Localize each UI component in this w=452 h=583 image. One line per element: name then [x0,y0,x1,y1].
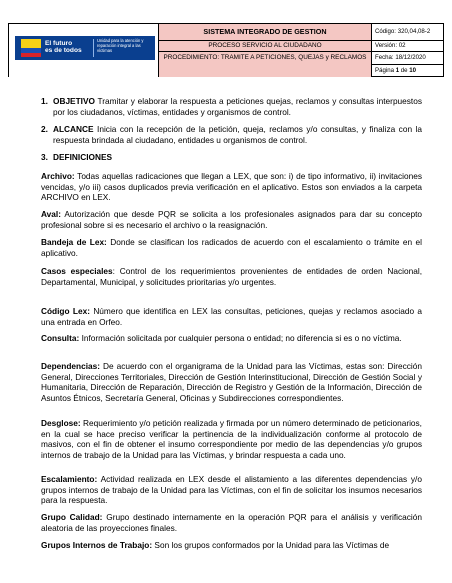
document-code: Código: 320,04,08-2 [372,24,444,41]
definition-dependencias: Dependencias: De acuerdo con el organigrama de la Unidad para las Víctimas, estas son: Dirección General, Direcciones Territoriales, Dirección de Gestión Interinstitucional, Dirección de Gestión Social y Humanitaria, Dirección de Reparación, Dirección de Registro y Gestión de la Información, Dirección de Asuntos Étnicos, Secretaría General, Oficinas y Subdirecciones correspondientes. [41,361,422,403]
document-version: Versión: 02 [372,41,444,52]
definition-bandeja-de-lex: Bandeja de Lex: Donde se clasifican los radicados de acuerdo con el escalamiento o trámite en el aplicativo. [41,237,422,258]
page-number: Página 1 de 10 [375,67,417,74]
section-title-definiciones: DEFINICIONES [53,152,113,162]
section-definiciones [53,152,422,163]
definition-casos-especiales: Casos especiales: Control de los requerimientos provenientes de entidades de orden Nacional, Departamental, Municipal, y solicitudes prioritarias y/o urgentes. [41,266,423,287]
section-title-objetivo: OBJETIVO [53,96,95,106]
process-name: PROCESO SERVICIO AL CIUDADANO [159,41,372,52]
definition-grupos-internos: Grupos Internos de Trabajo: Son los grupos conformados por la Unidad para las Víctimas de [41,540,390,550]
definition-consulta: Consulta: Información solicitada por cualquier persona o entidad; no diferencia si es o no víctima. [41,333,402,343]
section-number-1: 1. [41,96,48,106]
colombia-flag-icon [21,39,41,57]
definition-aval: Aval: Autorización que desde PQR se solicita a los profesionales asignados para dar su concepto profesional sobre si es necesario el archivo o la reasignación. [41,209,422,230]
institution-logo [15,36,155,60]
definition-grupo-calidad: Grupo Calidad: Grupo destinado internamente en la operación PQR para el análisis y verificación aleatoria de las proyecciones finales. [41,512,422,533]
document-header-table [8,23,444,77]
logo-brand-text: El futuro es de todos [45,40,82,54]
definition-archivo: Archivo: Todas aquellas radicaciones que llegan a LEX, que son: i) de tipo informativo, ii) invitaciones vencidas, y/o iii) casos duplicados previa verificación en el aplicativo. Estos son enviados a la carpeta ARCHIVO en LEX. [41,171,422,203]
system-title: SISTEMA INTEGRADO DE GESTION [159,24,372,41]
section-title-alcance: ALCANCE [53,124,94,134]
section-number-2: 2. [41,124,48,134]
logo-tagline: Unidad para la atención y reparación integral a las víctimas [97,38,144,53]
definition-codigo-lex: Código Lex: Número que identifica en LEX las consultas, peticiones, quejas y reclamos asociado a una entrada en Orfeo. [41,306,423,327]
logo-cell [9,24,159,77]
procedure-name: PROCEDIMIENTO: TRAMITE A PETICIONES, QUEJAS y RECLAMOS [159,52,372,77]
document-date: Fecha: 18/12/2020 [372,52,444,65]
section-objetivo: OBJETIVO Tramitar y elaborar la respuesta a peticiones quejas, reclamos y consultas interpuestos por los ciudadanos, víctimas, entidades y organismos de control. [53,96,422,117]
section-number-3: 3. [41,152,48,162]
definition-escalamiento: Escalamiento: Actividad realizada en LEX desde el alistamiento a las diferentes dependencias y/o grupos internos de trabajo de la Unidad para las Víctimas, con el fin de solicitar los insumos necesarios para la respuesta. [41,474,422,506]
section-alcance: ALCANCE Inicia con la recepción de la petición, queja, reclamos y/o consultas, y finaliza con la respuesta brindada al ciudadano, entidades u organismos de control. [53,124,422,145]
definition-desglose: Desglose: Requerimiento y/o petición realizada y firmada por un número determinado de peticionarios, en la cual se hace preciso verificar la pertinencia de la individualización conforme al protocolo de masivos, con el fin de obtener el insumo correspondiente por medio de las dependencias y/o grupos internos de trabajo de la Unidad para las Víctimas, y brindar respuesta a cada uno. [41,418,422,460]
